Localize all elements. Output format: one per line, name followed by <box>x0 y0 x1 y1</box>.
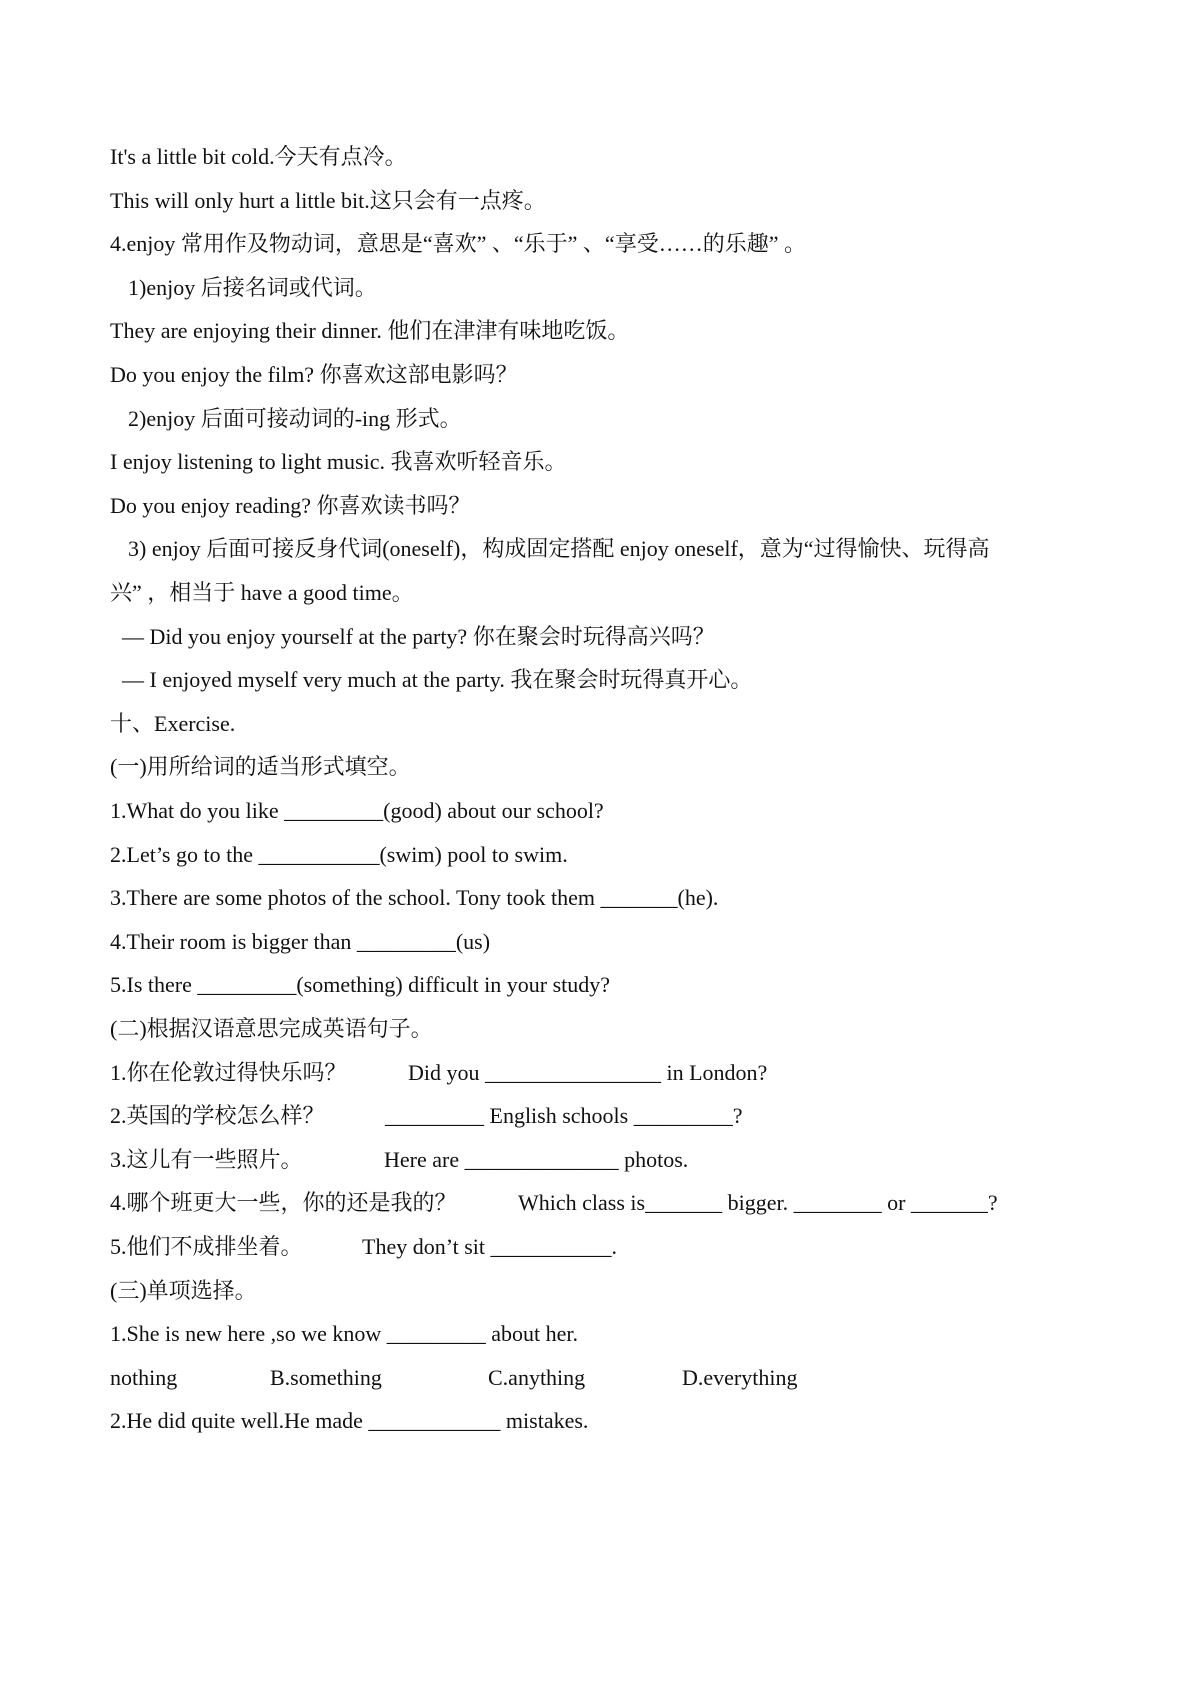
text-line: It's a little bit cold.今天有点冷。 <box>110 144 407 169</box>
translation-english: Did you ________________ in London? <box>408 1060 768 1085</box>
exercise-item: 1.What do you like _________(good) about our school? <box>110 798 604 823</box>
translation-chinese: 5.他们不成排坐着。 <box>110 1234 303 1259</box>
dialogue-line: — I enjoyed myself very much at the party. 我在聚会时玩得真开心。 <box>122 667 753 692</box>
text-line: They are enjoying their dinner. 他们在津津有味地吃饭。 <box>110 318 630 343</box>
exercise-heading: 十、Exercise. <box>110 711 236 736</box>
exercise-item: 5.Is there _________(something) difficult in your study? <box>110 972 611 997</box>
text-line: 兴” ，相当于 have a good time。 <box>110 580 414 605</box>
text-line: Do you enjoy reading? 你喜欢读书吗？ <box>110 493 471 518</box>
section-heading-enjoy: 4.enjoy 常用作及物动词，意思是“喜欢” 、“乐于” 、“享受……的乐趣” 。 <box>110 231 806 256</box>
exercise-item: 4.Their room is bigger than _________(us) <box>110 929 491 954</box>
dialogue-line: — Did you enjoy yourself at the party? 你在聚会时玩得高兴吗？ <box>122 624 715 649</box>
exercise-item: 2.He did quite well.He made ____________ mistakes. <box>110 1408 589 1433</box>
translation-chinese: 1.你在伦敦过得快乐吗？ <box>110 1060 347 1085</box>
exercise-item: 1.She is new here ,so we know _________ about her. <box>110 1321 579 1346</box>
translation-english: Here are ______________ photos. <box>384 1147 689 1172</box>
option-a: nothing <box>110 1365 178 1390</box>
translation-english: They don’t sit ___________. <box>362 1234 618 1259</box>
translation-english: _________ English schools _________? <box>385 1103 743 1128</box>
text-line: This will only hurt a little bit.这只会有一点疼。 <box>110 188 546 213</box>
translation-chinese: 2.英国的学校怎么样？ <box>110 1103 325 1128</box>
translation-chinese: 3.这儿有一些照片。 <box>110 1147 303 1172</box>
translation-english: Which class is_______ bigger. ________ or _______? <box>518 1190 998 1215</box>
exercise-part-heading: (二)根据汉语意思完成英语句子。 <box>110 1016 433 1041</box>
exercise-part-heading: (三)单项选择。 <box>110 1278 257 1303</box>
option-b: B.something <box>270 1365 382 1390</box>
option-c: C.anything <box>488 1365 586 1390</box>
exercise-item: 2.Let’s go to the ___________(swim) pool to swim. <box>110 842 568 867</box>
text-line: 2)enjoy 后面可接动词的-ing 形式。 <box>128 406 462 431</box>
text-line: Do you enjoy the film? 你喜欢这部电影吗？ <box>110 362 518 387</box>
option-d: D.everything <box>682 1365 798 1390</box>
text-line: 3) enjoy 后面可接反身代词(oneself)，构成固定搭配 enjoy oneself，意为“过得愉快、玩得高 <box>128 536 990 561</box>
text-line: I enjoy listening to light music. 我喜欢听轻音乐。 <box>110 449 567 474</box>
exercise-item: 3.There are some photos of the school. Tony took them _______(he). <box>110 885 719 910</box>
exercise-part-heading: (一)用所给词的适当形式填空。 <box>110 754 411 779</box>
translation-chinese: 4.哪个班更大一些，你的还是我的？ <box>110 1190 457 1215</box>
text-line: 1)enjoy 后接名词或代词。 <box>128 275 377 300</box>
